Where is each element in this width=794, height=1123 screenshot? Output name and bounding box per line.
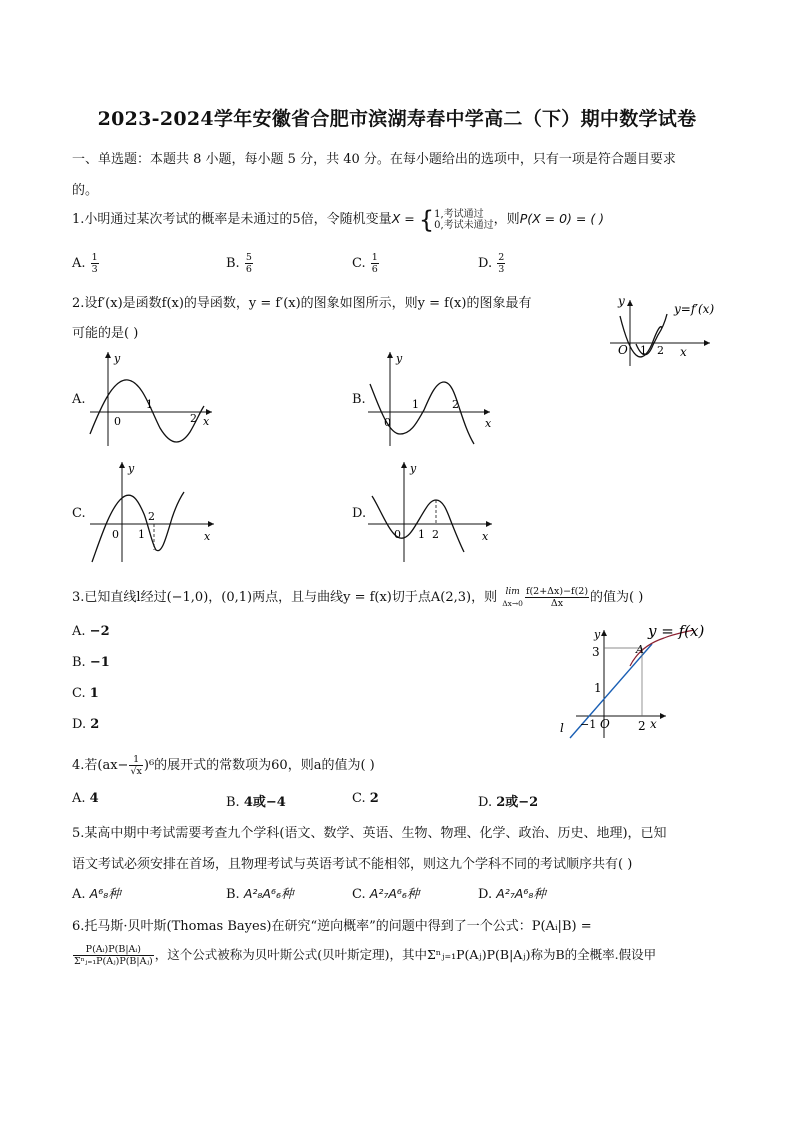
option-label: A. [72,791,86,806]
x-axis-arrow [660,713,666,719]
option-value: A²₇A⁶₆种 [369,886,420,901]
q6-bayes-fraction [73,944,154,967]
option-label: D. [478,795,493,810]
q2-number: 2. [72,296,85,311]
q6-text: 托马斯·贝叶斯(Thomas Bayes)在研究“逆向概率”的问题中得到了一个公式：P(Aᵢ|B) = [84,919,592,934]
frac-num: 1 [91,252,98,263]
question-1 [72,205,605,234]
option-value: −2 [89,624,110,639]
q5-option-a[interactable] [72,884,121,902]
y-axis-arrow [601,630,607,636]
q3-option-b[interactable] [72,655,110,670]
frac-den: 6 [371,264,378,275]
option-value: 4或−4 [243,795,286,810]
q4-option-a[interactable] [72,791,99,806]
q1-text-b: ，则 [493,212,520,227]
option-value: A²₈A⁶₆种 [243,886,294,901]
q3-tangent-graph [556,620,716,740]
x-axis-arrow [486,521,492,527]
zero-label: 0 [112,528,119,541]
option-value: 2 [369,791,379,806]
q2-option-c-graph[interactable] [86,458,226,568]
tick-1: 1 [138,528,145,541]
tick-2: 2 [190,412,197,425]
q6-number: 6. [72,919,85,934]
option-label: B. [72,655,86,670]
q3-option-c[interactable] [72,686,99,701]
question-4 [72,754,375,777]
tick-2: 2 [638,719,646,733]
q3-option-d[interactable] [72,717,99,732]
question-5-cont: 语文考试必须安排在首场，且物理考试与英语考试不能相邻，则这九个学科不同的考试顺序共有( ) [72,857,633,872]
option-value: 2或−2 [496,795,539,810]
q5-text: 某高中期中考试需要考查九个学科(语文、数学、英语、生物、物理、化学、政治、历史、地理)，已知 [84,826,667,841]
x-label: x [204,530,211,543]
q1-tail: P(X = 0) = ( ) [519,211,605,226]
q3-text: 已知直线l经过(−1,0)，(0,1)两点，且与曲线y = f(x)切于点A(2,3)，则 [84,590,498,605]
q2-option-c-label[interactable]: C. [72,506,86,521]
option-value: A²₇A⁶₈种 [496,886,546,901]
frac-num: 1 [371,252,378,263]
q1-case2: 0,考试未通过 [434,219,494,231]
option-label: B. [226,256,240,271]
zero-label: 0 [384,416,391,429]
x-axis-arrow [208,521,214,527]
q4-text-b: )⁶的展开式的常数项为60，则a的值为( ) [143,758,375,773]
page-title: 2023-2024学年安徽省合肥市滨湖寿春中学高二（下）期中数学试卷 [97,108,697,130]
curve-label: y=f′(x) [674,302,715,316]
zero-label: 0 [114,415,121,428]
y-label: y [410,462,417,475]
origin-label: O [618,343,628,357]
option-label: C. [352,256,366,271]
y-label: y [396,352,403,365]
q4-option-b[interactable] [226,791,286,810]
sine-curve [92,492,184,562]
q2-option-b-label[interactable]: B. [352,392,366,407]
q3-number: 3. [72,590,85,605]
q1-var: X = [391,211,415,226]
q1-text: 小明通过某次考试的概率是未通过的5倍，令随机变量 [84,212,392,227]
tick-3: 3 [592,645,600,659]
x-label: x [203,415,210,428]
q4-number: 4. [72,758,85,773]
q2-option-d-graph[interactable] [364,458,504,568]
q1-brace: { [418,205,435,234]
y-axis-arrow [119,462,125,468]
frac-num: f(2+Δx)−f(2) [525,586,589,597]
frac-den: 3 [498,264,505,275]
frac-num: 1 [129,754,142,766]
section-heading-cont: 的。 [72,183,99,198]
q2-option-a-graph[interactable] [86,348,226,448]
question-3 [72,586,643,609]
frac-num: P(Aᵢ)P(B|Aᵢ) [73,944,154,956]
line-l-label: l [560,721,564,735]
question-6-cont [72,944,656,967]
x-axis-arrow [704,340,710,346]
q2-option-d-label[interactable]: D. [352,506,367,521]
option-fraction [497,252,505,275]
x-label: x [482,530,489,543]
tick-1: 1 [640,344,647,357]
option-label: A. [72,256,86,271]
y-axis-arrow [401,462,407,468]
x-label: x [650,717,657,731]
y-axis-arrow [387,352,393,358]
y-axis-arrow [105,352,111,358]
q2-option-a-label[interactable]: A. [72,392,86,407]
q2-text: 设f′(x)是函数f(x)的导函数，y = f′(x)的图象如图所示，则y = f(x)的图象最有 [84,296,532,311]
q5-option-d[interactable] [478,884,546,902]
q5-option-c[interactable] [352,884,419,902]
q1-option-d[interactable] [478,252,506,275]
frac-den: 6 [245,264,252,275]
q1-case1: 1,考试通过 [434,208,484,220]
option-fraction [91,252,99,275]
q4-option-c[interactable] [352,791,379,806]
q3-text-b: 的值为( ) [590,590,644,605]
option-label: D. [478,887,493,902]
q4-text: 若(ax− [84,758,129,773]
q5-option-b[interactable] [226,884,293,902]
x-label: x [680,345,687,359]
x-label: x [485,417,492,430]
option-value: 2 [90,717,100,732]
lim-word: lim [505,586,520,597]
tick-1: 1 [594,681,602,695]
tick-2: 2 [148,510,155,523]
option-value: A⁶₈种 [89,886,121,901]
y-label: y [594,628,601,641]
tick-2: 2 [452,398,459,411]
origin-label: O [600,717,610,731]
tick-2: 2 [657,344,664,357]
curve-label: y = f(x) [648,622,705,640]
q6-text-b: ，这个公式被称为贝叶斯公式(贝叶斯定理)，其中Σⁿⱼ₌₁P(Aⱼ)P(B|Aⱼ)称为B的全概率.假设甲 [154,947,657,962]
option-label: A. [72,624,86,639]
frac-num: 5 [245,252,252,263]
y-label: y [128,462,135,475]
option-value: 1 [89,686,99,701]
option-label: B. [226,887,240,902]
x-axis-arrow [484,409,490,415]
frac-den: Σⁿⱼ₌₁P(Aⱼ)P(B|Aⱼ) [74,956,153,967]
q3-limit [502,587,523,609]
q1-option-c[interactable] [352,252,380,275]
q1-cases [434,209,494,231]
tick-minus-1: −1 [580,718,597,731]
y-axis-arrow [627,300,633,306]
option-label: C. [352,887,366,902]
section-heading: 一、单选题：本题共 8 小题，每小题 5 分，共 40 分。在每小题给出的选项中，只有一项是符合题目要求 [72,152,676,167]
question-2-cont: 可能的是( ) [72,326,139,341]
q3-option-a[interactable] [72,624,110,639]
option-label: D. [478,256,493,271]
q1-option-b[interactable] [226,252,254,275]
q2-option-b-graph[interactable] [364,348,504,448]
tick-1: 1 [412,398,419,411]
q3-difference-quotient [525,586,589,609]
frac-num: 2 [498,252,505,263]
option-value: −1 [89,655,110,670]
zero-label: 0 [394,528,401,541]
frac-den: Δx [550,598,564,609]
q4-fraction [129,754,142,777]
frac-den: √x [130,766,142,777]
question-6 [72,915,592,934]
q4-option-d[interactable] [478,791,538,810]
q5-number: 5. [72,826,85,841]
q2-reference-graph [600,288,730,368]
option-fraction [371,252,379,275]
option-label: C. [72,686,86,701]
tick-2: 2 [432,528,439,541]
option-fraction [245,252,253,275]
option-label: A. [72,887,86,902]
option-label: C. [352,791,366,806]
y-label: y [114,352,121,365]
q1-number: 1. [72,212,85,227]
question-2 [72,292,531,311]
tick-1: 1 [146,398,153,411]
tick-1: 1 [418,528,425,541]
question-5 [72,822,667,841]
point-a-label: A [636,643,644,656]
option-label: B. [226,795,240,810]
lim-sub: Δx→0 [502,598,523,608]
option-value: 4 [89,791,99,806]
q1-option-a[interactable] [72,252,100,275]
sine-curve [370,382,474,444]
frac-den: 3 [91,264,98,275]
option-label: D. [72,717,87,732]
y-label: y [618,294,625,308]
